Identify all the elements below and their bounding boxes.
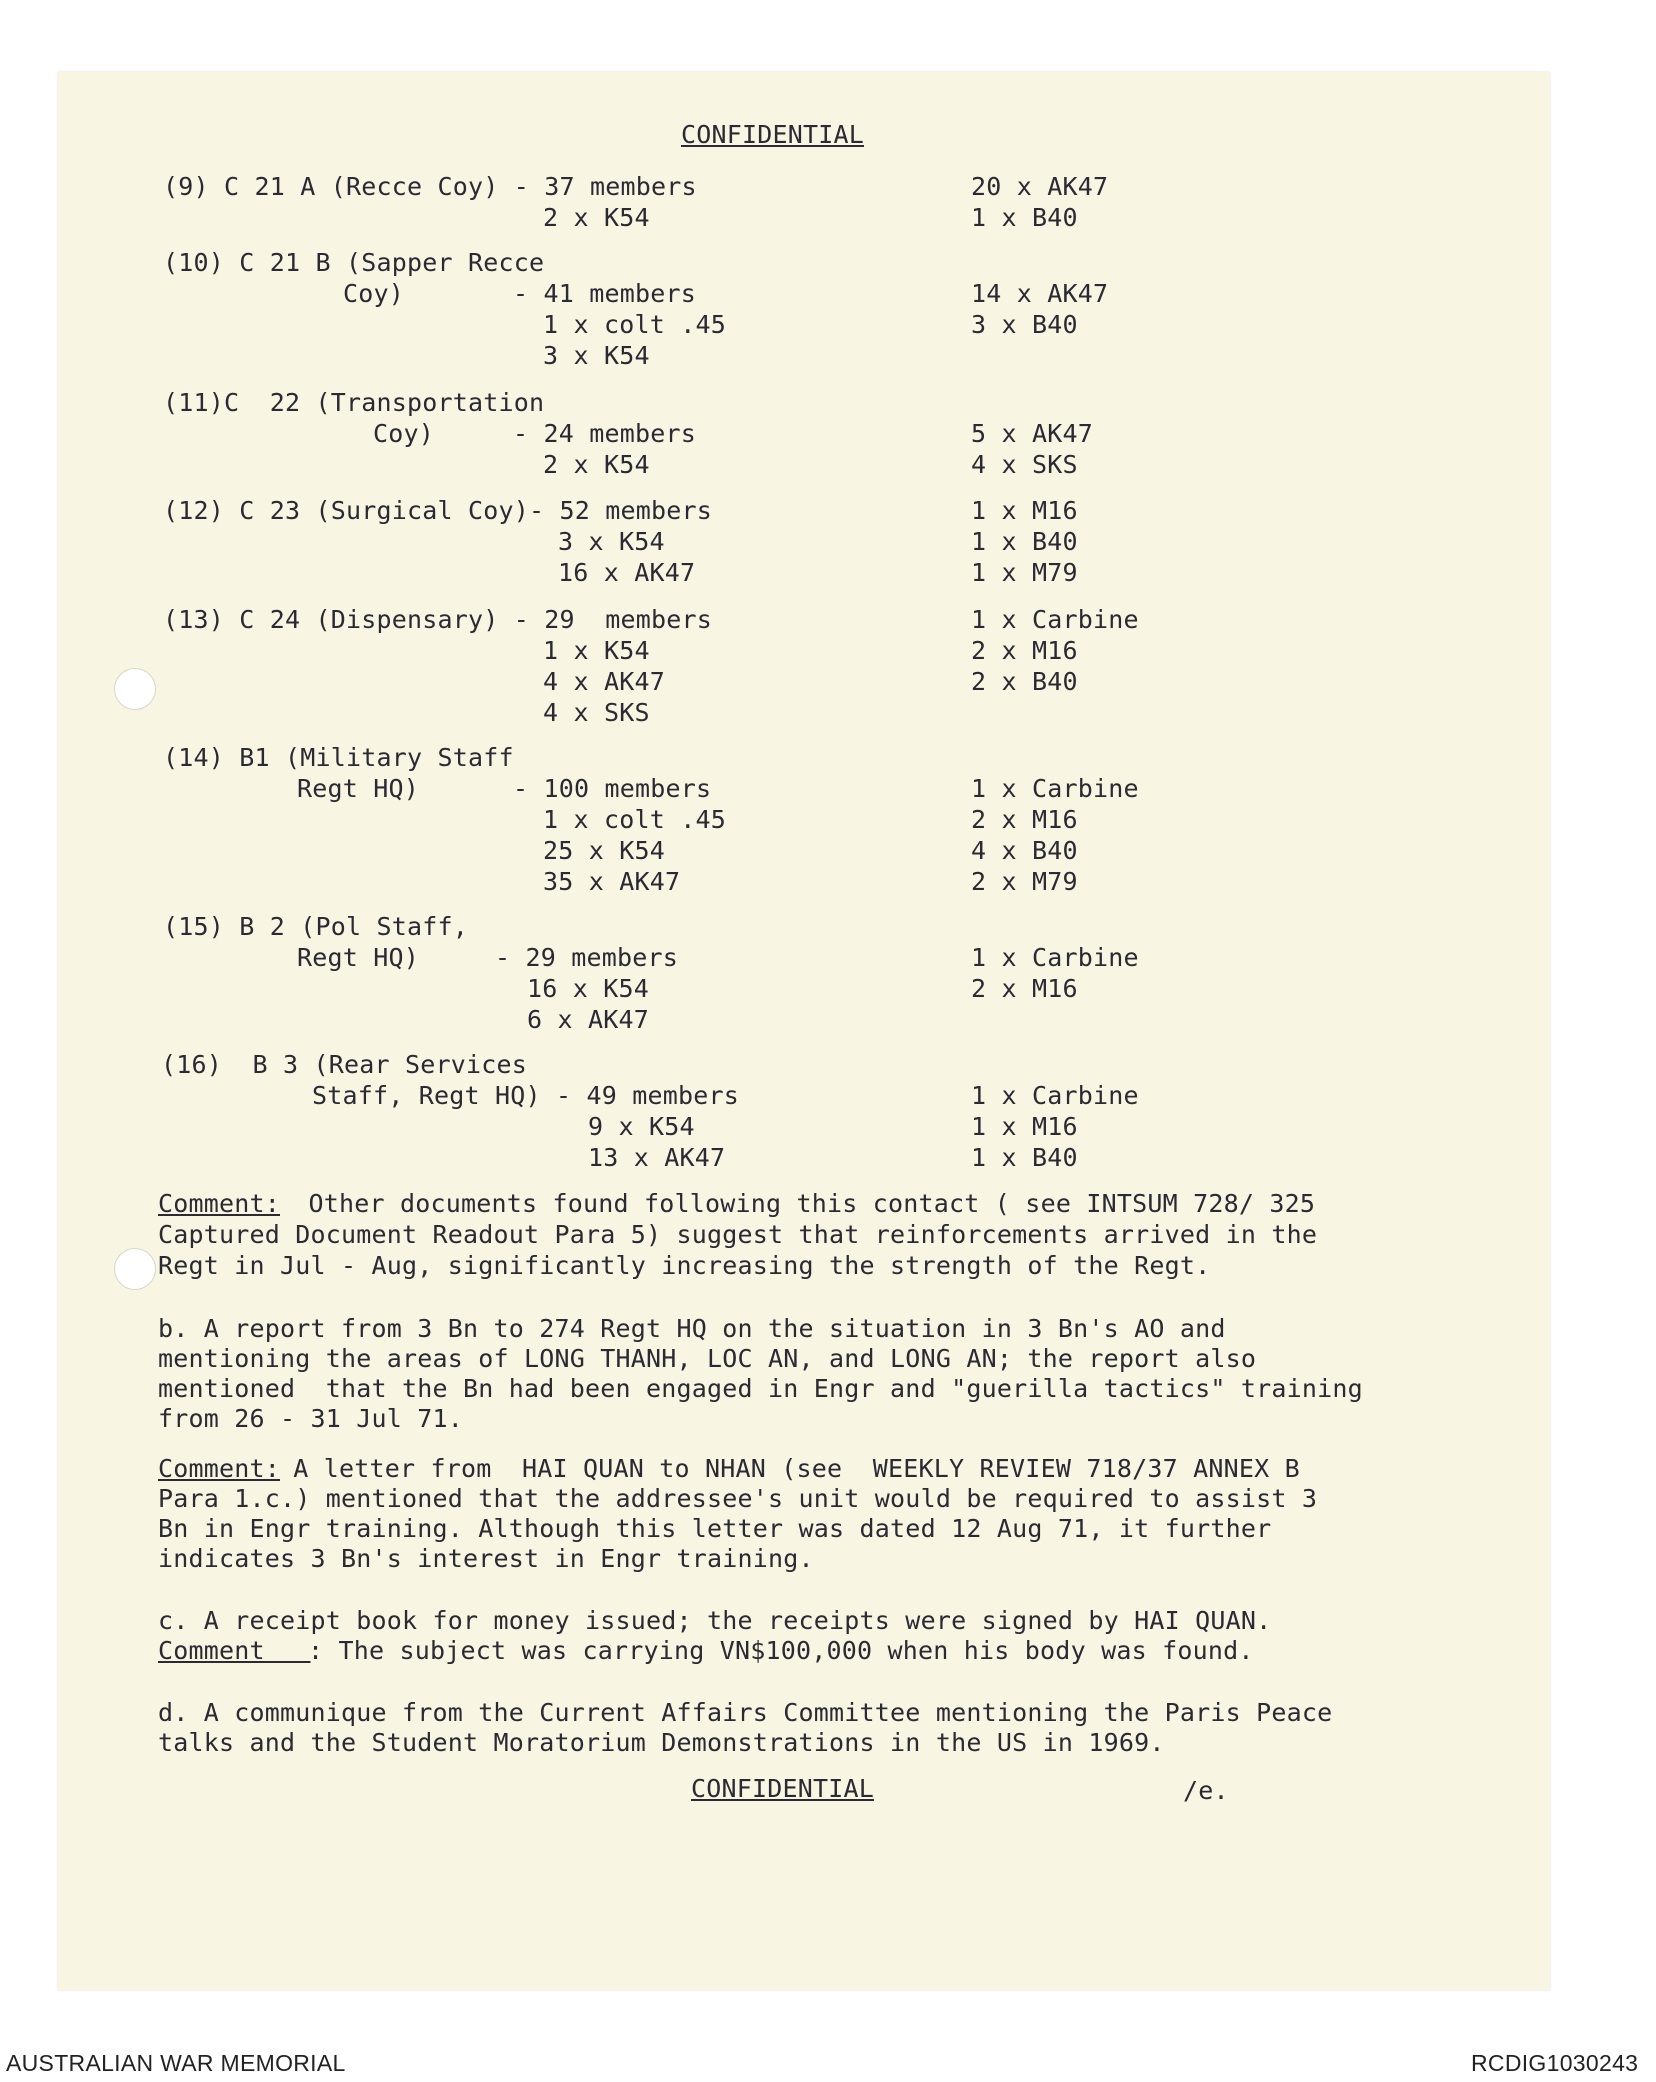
unit-line: (13) C 24 (Dispensary) - 29 members — [163, 605, 713, 634]
unit-line: Regt HQ) — [297, 774, 420, 803]
unit-line: (9) C 21 A (Recce Coy) - 37 members — [163, 172, 697, 201]
unit-line: 2 x K54 — [543, 450, 650, 479]
unit-line: 4 x SKS — [543, 698, 650, 727]
unit-line: 6 x AK47 — [527, 1005, 650, 1034]
unit-line: Staff, Regt HQ) - 49 members — [312, 1081, 740, 1110]
unit-line: (11)C 22 (Transportation — [163, 388, 545, 417]
comment-text: A letter from HAI QUAN to NHAN (see WEEKLY REVIEW 718/37 ANNEX B — [278, 1454, 1300, 1483]
header-classification: CONFIDENTIAL — [681, 120, 865, 149]
paragraph-line: talks and the Student Moratorium Demonstrations in the US in 1969. — [158, 1728, 1165, 1757]
comment-text: Captured Document Readout Para 5) suggest that reinforcements arrived in the — [158, 1220, 1318, 1249]
weapon-line: 2 x M16 — [971, 974, 1078, 1003]
comment-text: Bn in Engr training. Although this letter was dated 12 Aug 71, it further — [158, 1514, 1272, 1543]
weapon-line: 1 x Carbine — [971, 943, 1139, 972]
comment-text: indicates 3 Bn's interest in Engr training. — [158, 1544, 814, 1573]
weapon-line: 1 x M16 — [971, 496, 1078, 525]
punch-hole — [114, 1248, 156, 1290]
footer-classification: CONFIDENTIAL — [691, 1774, 875, 1803]
weapon-line: 4 x SKS — [971, 450, 1078, 479]
unit-line: (12) C 23 (Surgical Coy)- 52 members — [163, 496, 713, 525]
weapon-line: 1 x M16 — [971, 1112, 1078, 1141]
weapon-line: 20 x AK47 — [971, 172, 1109, 201]
comment-text: : The subject was carrying VN$100,000 when his body was found. — [308, 1636, 1254, 1665]
unit-line: 1 x K54 — [543, 636, 650, 665]
continuation-mark: /e. — [1183, 1776, 1229, 1805]
weapon-line: 2 x M79 — [971, 867, 1078, 896]
comment-label: Comment — [158, 1636, 311, 1665]
archive-reference: RCDIG1030243 — [1471, 2050, 1639, 2076]
punch-hole — [114, 668, 156, 710]
paragraph-line: b. A report from 3 Bn to 274 Regt HQ on the situation in 3 Bn's AO and — [158, 1314, 1226, 1343]
unit-line: Coy) — [343, 279, 405, 308]
weapon-line: 1 x B40 — [971, 1143, 1078, 1172]
unit-line: - 24 members — [513, 419, 697, 448]
weapon-line: 2 x M16 — [971, 805, 1078, 834]
unit-line: 25 x K54 — [543, 836, 666, 865]
weapon-line: 5 x AK47 — [971, 419, 1094, 448]
unit-line: 13 x AK47 — [588, 1143, 726, 1172]
weapon-line: 14 x AK47 — [971, 279, 1109, 308]
unit-line: - 100 members — [513, 774, 712, 803]
comment-text: Para 1.c.) mentioned that the addressee's unit would be required to assist 3 — [158, 1484, 1318, 1513]
unit-line: 3 x K54 — [558, 527, 665, 556]
weapon-line: 4 x B40 — [971, 836, 1078, 865]
weapon-line: 1 x M79 — [971, 558, 1078, 587]
weapon-line: 2 x M16 — [971, 636, 1078, 665]
unit-line: (15) B 2 (Pol Staff, — [163, 912, 469, 941]
unit-line: 2 x K54 — [543, 203, 650, 232]
unit-line: (16) B 3 (Rear Services — [161, 1050, 528, 1079]
unit-line: 3 x K54 — [543, 341, 650, 370]
weapon-line: 1 x B40 — [971, 527, 1078, 556]
unit-line: 9 x K54 — [588, 1112, 695, 1141]
unit-line: 35 x AK47 — [543, 867, 681, 896]
weapon-line: 1 x B40 — [971, 203, 1078, 232]
paragraph-line: d. A communique from the Current Affairs Committee mentioning the Paris Peace — [158, 1698, 1333, 1727]
weapon-line: 1 x Carbine — [971, 1081, 1139, 1110]
unit-line: 4 x AK47 — [543, 667, 666, 696]
paragraph-line: from 26 - 31 Jul 71. — [158, 1404, 464, 1433]
archive-source: AUSTRALIAN WAR MEMORIAL — [6, 2050, 346, 2076]
unit-line: 1 x colt .45 — [543, 310, 727, 339]
unit-line: Regt HQ) — [297, 943, 420, 972]
unit-line: 16 x AK47 — [558, 558, 696, 587]
paragraph-line: mentioning the areas of LONG THANH, LOC AN, and LONG AN; the report also — [158, 1344, 1257, 1373]
weapon-line: 1 x Carbine — [971, 774, 1139, 803]
unit-line: 1 x colt .45 — [543, 805, 727, 834]
comment-text: Regt in Jul - Aug, significantly increasing the strength of the Regt. — [158, 1251, 1211, 1280]
paragraph-line: mentioned that the Bn had been engaged in Engr and "guerilla tactics" training — [158, 1374, 1363, 1403]
unit-line: (10) C 21 B (Sapper Recce — [163, 248, 545, 277]
weapon-line: 3 x B40 — [971, 310, 1078, 339]
paragraph-line: c. A receipt book for money issued; the receipts were signed by HAI QUAN. — [158, 1606, 1272, 1635]
weapon-line: 1 x Carbine — [971, 605, 1139, 634]
comment-label: Comment: — [158, 1189, 281, 1218]
comment-text: Other documents found following this contact ( see INTSUM 728/ 325 — [278, 1189, 1316, 1218]
unit-line: - 41 members — [513, 279, 697, 308]
weapon-line: 2 x B40 — [971, 667, 1078, 696]
unit-line: - 29 members — [495, 943, 679, 972]
unit-line: 16 x K54 — [527, 974, 650, 1003]
unit-line: (14) B1 (Military Staff — [163, 743, 514, 772]
unit-line: Coy) — [373, 419, 435, 448]
comment-label: Comment: — [158, 1454, 281, 1483]
